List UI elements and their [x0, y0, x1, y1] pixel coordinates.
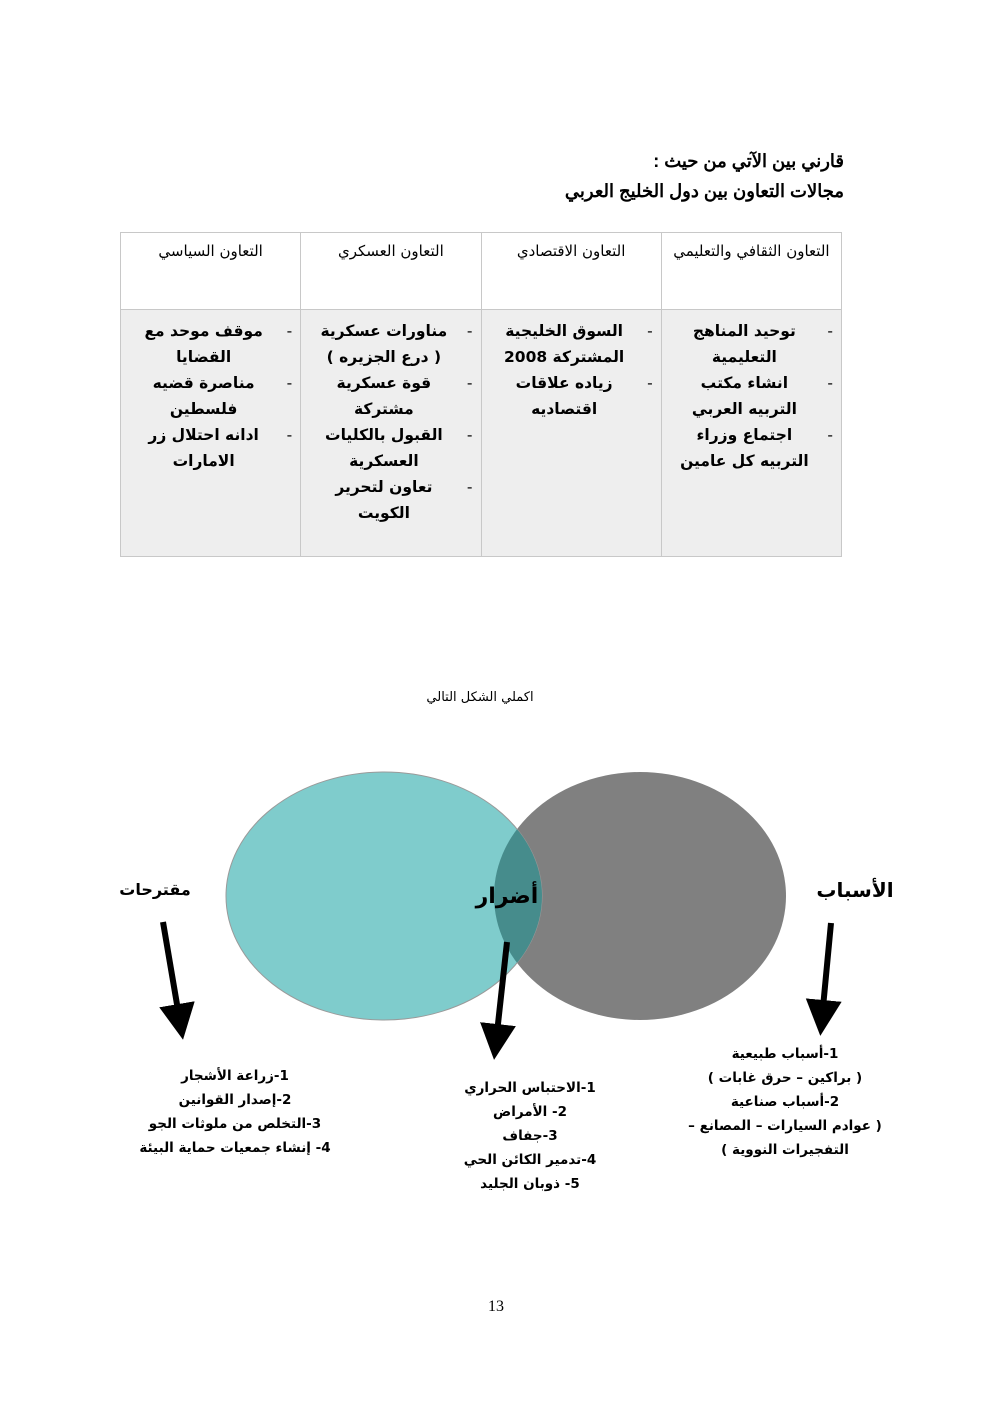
list-item: - قوة عسكرية مشتركة	[305, 370, 476, 422]
question-heading	[344, 146, 844, 206]
list-item: 1-أسباب طبيعية	[731, 1046, 839, 1062]
suggestions-list	[120, 1064, 350, 1160]
list-item: - انشاء مكتب التربيه العربي	[666, 370, 837, 422]
list-item: - ادانه احتلال زر الامارات	[125, 422, 296, 474]
header-cultural: التعاون الثقافي والتعليمي	[661, 233, 841, 310]
list-item: 3-جفاف	[502, 1128, 558, 1144]
harms-list	[430, 1076, 630, 1196]
table-header-row	[121, 233, 842, 310]
causes-list	[660, 1042, 910, 1162]
list-item: 1-الاحتباس الحراري	[464, 1080, 596, 1096]
cell-cultural	[661, 310, 841, 557]
cell-economic	[481, 310, 661, 557]
list-item: - زياده علاقات اقتصاديه	[486, 370, 657, 422]
list-item: ( براكين – حرق غابات )	[707, 1070, 863, 1086]
left-label: مقترحات	[119, 880, 191, 899]
header-economic: التعاون الاقتصادي	[481, 233, 661, 310]
cooperation-table	[120, 232, 842, 557]
center-label: أضرار	[475, 884, 539, 909]
list-item: - اجتماع وزراء التربيه كل عامين	[666, 422, 837, 474]
heading-line-2: مجالات التعاون بين دول الخليج العربي	[564, 181, 844, 201]
list-item: 2- الأمراض	[493, 1104, 567, 1120]
list-item: 4-تدمير الكائن الحي	[463, 1152, 597, 1168]
list-item: - تعاون لتحرير الكويت	[305, 474, 476, 526]
page-number: 13	[488, 1298, 504, 1315]
list-item: 3-التخلص من ملوثات الجو	[148, 1116, 322, 1132]
right-label: الأسباب	[816, 878, 894, 902]
list-item: - القبول بالكليات العسكرية	[305, 422, 476, 474]
header-political: التعاون السياسي	[121, 233, 301, 310]
header-military: التعاون العسكري	[301, 233, 481, 310]
list-item: 2-أسباب صناعية	[730, 1094, 840, 1110]
list-item: التفجيرات النووية )	[721, 1142, 849, 1158]
list-item: - مناورات عسكرية ( درع الجزيره )	[305, 318, 476, 370]
list-item: ( عوادم السيارات – المصانع –	[688, 1118, 882, 1134]
list-item: 2-إصدار القوانين	[178, 1092, 292, 1108]
list-item: - موقف موحد مع القضايا	[125, 318, 296, 370]
table-body-row	[121, 310, 842, 557]
list-item: 1-زراعة الأشجار	[181, 1068, 289, 1084]
list-item: 5- ذوبان الجليد	[480, 1176, 580, 1192]
heading-line-1: قارني بين الآتي من حيث :	[653, 151, 844, 171]
cell-military	[301, 310, 481, 557]
cell-political	[121, 310, 301, 557]
venn-diagram	[0, 760, 992, 1060]
list-item: - السوق الخليجية المشتركة 2008	[486, 318, 657, 370]
arrow-right	[822, 923, 831, 1018]
list-item: - توحيد المناهج التعليمية	[666, 318, 837, 370]
list-item: - مناصرة قضيه فلسطين	[125, 370, 296, 422]
list-item: 4- إنشاء جمعيات حماية البيئة	[139, 1140, 331, 1156]
diagram-caption: اكملي الشكل التالي	[426, 690, 534, 705]
arrow-left	[163, 922, 180, 1022]
